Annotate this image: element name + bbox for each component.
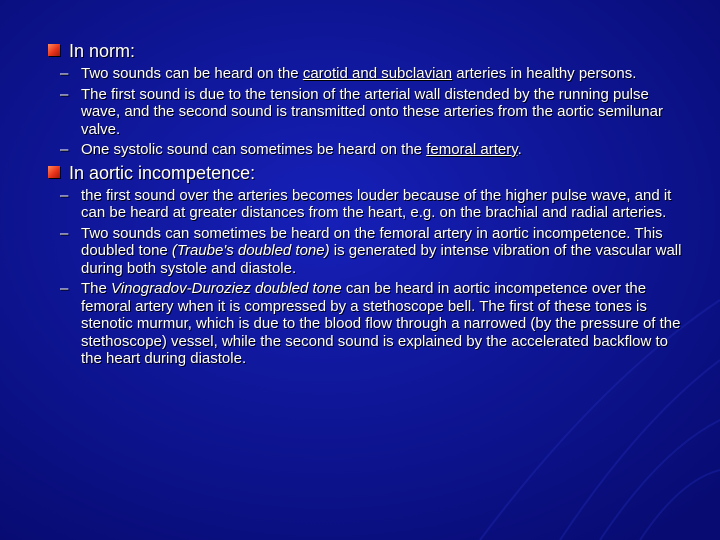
item-text: Two sounds can be heard on the [81, 65, 303, 82]
list-item [48, 141, 688, 159]
slide-content [48, 40, 688, 371]
carotid-subclavian-link[interactable]: carotid and subclavian [302, 65, 453, 82]
item-text: The [81, 280, 112, 297]
list-item [48, 187, 688, 222]
femoral-artery-link[interactable]: femoral artery [426, 141, 518, 158]
list-item [48, 225, 688, 278]
square-bullet-icon [48, 166, 60, 178]
item-text: One systolic sound can sometimes be heard on the [81, 141, 427, 158]
dash-bullet: – [60, 280, 69, 297]
vinogradov-duroziez-tone: Vinogradov-Duroziez doubled tone [111, 280, 342, 297]
dash-bullet: – [60, 186, 69, 204]
list-item [48, 65, 688, 83]
list-item [48, 280, 688, 368]
bullet-aortic-incompetence [48, 162, 688, 184]
item-text: is generated by intense vibration of the vascular wall during both systole and diastole. [81, 242, 682, 277]
item-text: . [517, 141, 522, 158]
aortic-incompetence-list [48, 187, 688, 368]
item-text: can be heard in aortic incompetence over the femoral artery when it is compressed by a stethoscope bell. The first of these tones is stenotic murmur, which is due to the blood flow through a narrowed (by the pressure of the stethoscope) vessel, while the second sound is explained by the accelerated backflow to the heart during diastole. [81, 280, 681, 367]
heading-aortic-incompetence: In aortic incompetence: [69, 162, 256, 183]
square-bullet-icon [48, 44, 60, 56]
list-item [48, 86, 688, 139]
dash-bullet: – [60, 224, 69, 242]
heading-in-norm: In norm: [69, 41, 136, 61]
item-text: The first sound is due to the tension of the arterial wall distended by the running pulse wave, and the second sound is transmitted onto these arteries from the aortic semilunar valve. [81, 85, 663, 138]
item-text: Two sounds can sometimes be heard on the femoral artery in aortic incompetence. This doubled tone [81, 224, 663, 259]
item-text: the first sound over the arteries becomes louder because of the higher pulse wave, and it can be heard at greater distances from the heart, e.g. on the brachial and radial arteries. [81, 186, 672, 221]
dash-bullet: – [60, 141, 69, 158]
in-norm-list [48, 65, 688, 159]
bullet-in-norm [48, 40, 688, 62]
dash-bullet: – [60, 85, 69, 103]
traube-doubled-tone: (Traube's doubled tone) [171, 242, 330, 259]
dash-bullet: – [60, 65, 69, 82]
item-text: arteries in healthy persons. [452, 65, 637, 82]
